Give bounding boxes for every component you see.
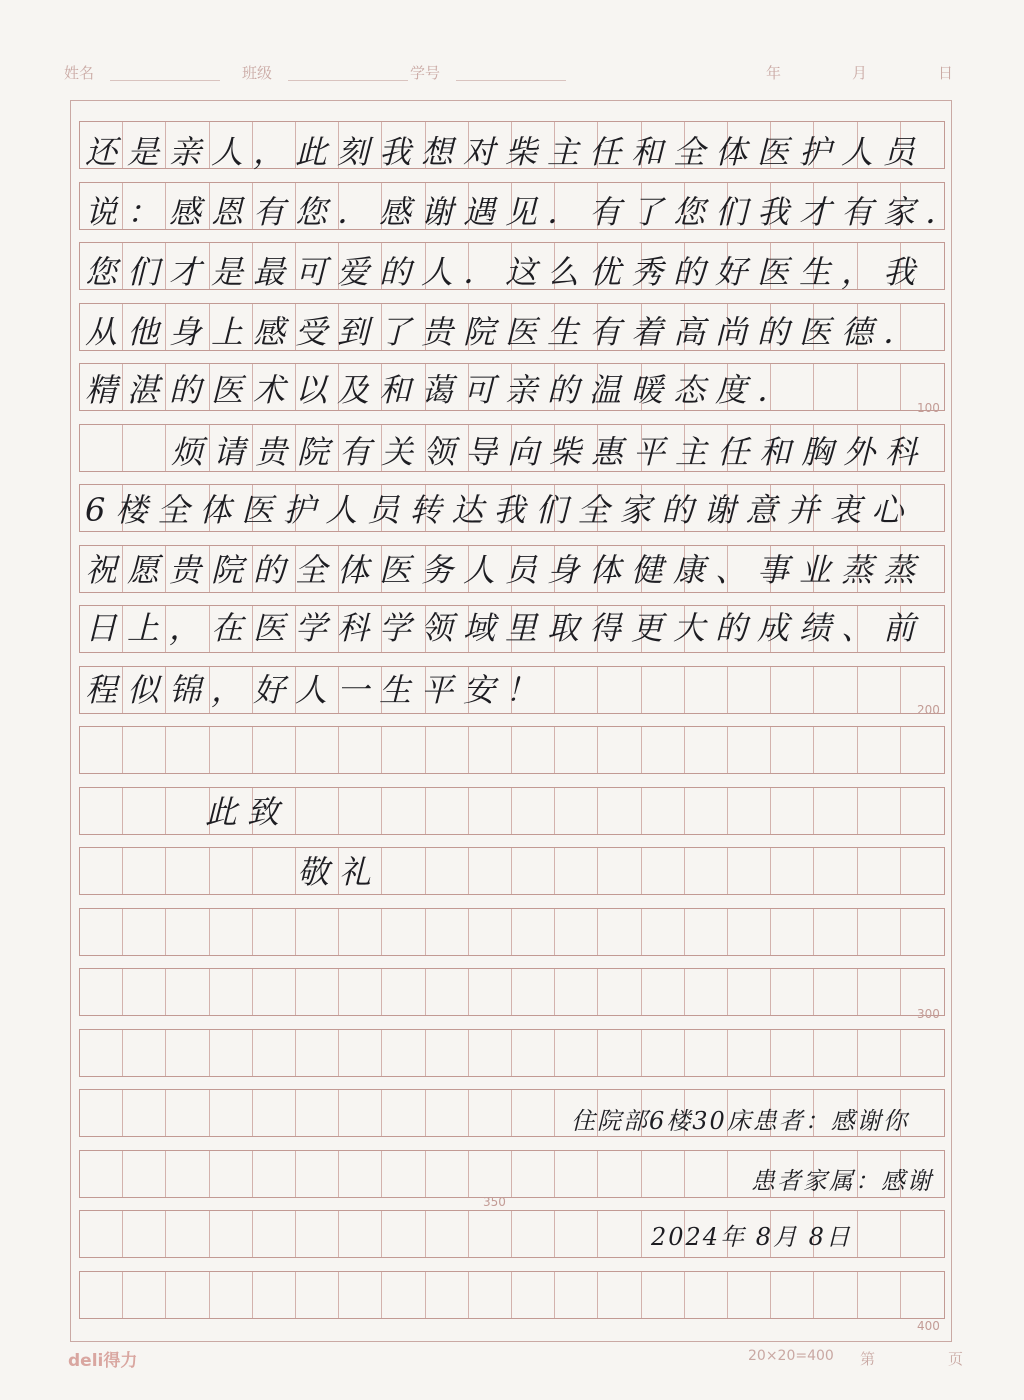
- grid-cell: [80, 1151, 123, 1197]
- grid-cell: [80, 909, 123, 955]
- grid-cell: [685, 1272, 728, 1318]
- grid-cell: [123, 1272, 166, 1318]
- grid-cell: [296, 1272, 339, 1318]
- count-marker-200: 200: [917, 703, 940, 717]
- grid-cell: [426, 1030, 469, 1076]
- grid-cell: [339, 1030, 382, 1076]
- grid-cell: [339, 1090, 382, 1136]
- grid-cell: [123, 969, 166, 1015]
- grid-cell: [598, 788, 641, 834]
- grid-cell: [512, 1030, 555, 1076]
- grid-cell: [685, 788, 728, 834]
- grid-cell: [426, 788, 469, 834]
- class-label: 班级: [242, 64, 273, 82]
- grid-cell: [728, 788, 771, 834]
- grid-cell: [166, 1030, 209, 1076]
- grid-cell: [555, 727, 598, 773]
- grid-cell: [642, 848, 685, 894]
- grid-cell: [123, 1090, 166, 1136]
- grid-cell: [814, 848, 857, 894]
- grid-cell: [901, 1272, 944, 1318]
- grid-cell: [123, 788, 166, 834]
- grid-cell: [166, 909, 209, 955]
- grid-cell: [469, 1030, 512, 1076]
- grid-cell: [210, 1211, 253, 1257]
- grid-cell: [210, 1090, 253, 1136]
- grid-cell: [858, 909, 901, 955]
- grid-cell: [685, 969, 728, 1015]
- letter-line-3: 您们才是最可爱的人．这么优秀的好医生，我: [85, 253, 926, 291]
- grid-cell: [123, 1151, 166, 1197]
- letter-line-2: 说：感恩有您．感谢遇见．有了您们我才有家．: [85, 193, 968, 231]
- year-label: 年: [766, 64, 782, 82]
- grid-cell: [555, 1211, 598, 1257]
- grid-cell: [814, 364, 857, 410]
- grid-cell: [339, 1272, 382, 1318]
- grid-cell: [166, 727, 209, 773]
- grid-cell: [210, 727, 253, 773]
- letter-line-6: 烦请贵院有关领导向柴惠平主任和胸外科: [171, 433, 928, 471]
- grid-cell: [685, 1151, 728, 1197]
- grid-cell: [685, 909, 728, 955]
- grid-cell: [771, 727, 814, 773]
- grid-cell: [728, 909, 771, 955]
- grid-cell: [253, 909, 296, 955]
- grid-cell: [728, 667, 771, 713]
- grid-cell: [253, 969, 296, 1015]
- grid-cell: [771, 848, 814, 894]
- grid-cell: [901, 1211, 944, 1257]
- grid-cell: [858, 364, 901, 410]
- signature-family: 患者家属：感谢: [751, 1167, 933, 1195]
- grid-cell: [469, 1090, 512, 1136]
- grid-cell: [555, 1151, 598, 1197]
- count-marker-300: 300: [917, 1007, 940, 1021]
- grid-cell: [382, 1030, 425, 1076]
- grid-cell: [685, 1030, 728, 1076]
- grid-row: [79, 968, 945, 1016]
- letter-line-8: 祝愿贵院的全体医务人员身体健康、事业蒸蒸: [85, 551, 926, 589]
- grid-cell: [685, 667, 728, 713]
- grid-cell: [80, 1090, 123, 1136]
- grid-cell: [253, 1211, 296, 1257]
- grid-row: [79, 847, 945, 895]
- grid-cell: [80, 788, 123, 834]
- grid-cell: [382, 727, 425, 773]
- closing-regards: 敬礼: [297, 853, 382, 891]
- grid-cell: [555, 667, 598, 713]
- grid-cell: [253, 1151, 296, 1197]
- grid-cell: [253, 1272, 296, 1318]
- grid-cell: [771, 667, 814, 713]
- grid-cell: [685, 727, 728, 773]
- grid-cell: [210, 1030, 253, 1076]
- grid-cell: [512, 848, 555, 894]
- brand-logo: deli得力: [68, 1351, 138, 1371]
- number-underline: [456, 80, 566, 81]
- grid-cell: [123, 727, 166, 773]
- grid-cell: [642, 1151, 685, 1197]
- grid-cell: [512, 788, 555, 834]
- grid-cell: [555, 788, 598, 834]
- grid-cell: [512, 1211, 555, 1257]
- grid-cell: [80, 969, 123, 1015]
- grid-cell: [296, 1090, 339, 1136]
- grid-cell: [382, 909, 425, 955]
- grid-cell: [598, 848, 641, 894]
- grid-cell: [210, 1272, 253, 1318]
- grid-cell: [296, 1030, 339, 1076]
- grid-cell: [469, 788, 512, 834]
- grid-cell: [901, 909, 944, 955]
- grid-cell: [555, 1030, 598, 1076]
- grid-spec: 20×20=400: [748, 1348, 834, 1364]
- grid-cell: [642, 667, 685, 713]
- grid-cell: [253, 1030, 296, 1076]
- manuscript-paper: [70, 100, 968, 1342]
- grid-cell: [166, 1151, 209, 1197]
- grid-cell: [123, 425, 166, 471]
- grid-cell: [166, 788, 209, 834]
- grid-cell: [555, 969, 598, 1015]
- grid-cell: [598, 1030, 641, 1076]
- grid-cell: [166, 1272, 209, 1318]
- grid-cell: [80, 425, 123, 471]
- grid-cell: [426, 969, 469, 1015]
- grid-cell: [253, 1090, 296, 1136]
- grid-cell: [598, 1151, 641, 1197]
- grid-cell: [512, 909, 555, 955]
- grid-cell: [80, 1211, 123, 1257]
- grid-cell: [642, 969, 685, 1015]
- grid-cell: [382, 1211, 425, 1257]
- grid-cell: [339, 788, 382, 834]
- grid-cell: [339, 1211, 382, 1257]
- grid-cell: [728, 1272, 771, 1318]
- grid-row: [79, 1271, 945, 1319]
- grid-cell: [426, 1272, 469, 1318]
- page-label-suffix: 页: [948, 1350, 964, 1368]
- grid-row: [79, 726, 945, 774]
- grid-cell: [814, 727, 857, 773]
- grid-cell: [771, 788, 814, 834]
- grid-cell: [210, 848, 253, 894]
- grid-cell: [253, 727, 296, 773]
- grid-cell: [512, 1272, 555, 1318]
- grid-cell: [858, 1030, 901, 1076]
- grid-cell: [555, 848, 598, 894]
- grid-cell: [426, 1090, 469, 1136]
- grid-cell: [296, 1211, 339, 1257]
- grid-cell: [858, 788, 901, 834]
- grid-cell: [728, 727, 771, 773]
- grid-cell: [80, 848, 123, 894]
- name-underline: [110, 80, 220, 81]
- paper-footer: [60, 1346, 970, 1376]
- grid-cell: [166, 969, 209, 1015]
- grid-cell: [858, 1211, 901, 1257]
- grid-cell: [80, 1030, 123, 1076]
- grid-cell: [382, 848, 425, 894]
- grid-cell: [642, 1272, 685, 1318]
- grid-cell: [814, 788, 857, 834]
- grid-cell: [771, 969, 814, 1015]
- grid-cell: [642, 788, 685, 834]
- count-marker-400: 400: [917, 1319, 940, 1333]
- grid-cell: [296, 727, 339, 773]
- name-label: 姓名: [64, 64, 95, 82]
- grid-cell: [426, 1151, 469, 1197]
- grid-cell: [296, 788, 339, 834]
- grid-cell: [123, 1211, 166, 1257]
- grid-cell: [210, 969, 253, 1015]
- grid-cell: [512, 1151, 555, 1197]
- grid-cell: [598, 969, 641, 1015]
- grid-cell: [469, 1211, 512, 1257]
- grid-cell: [642, 1030, 685, 1076]
- grid-cell: [598, 1272, 641, 1318]
- grid-cell: [598, 727, 641, 773]
- grid-cell: [253, 848, 296, 894]
- grid-cell: [642, 909, 685, 955]
- letter-line-1: 还是亲人，此刻我想对柴主任和全体医护人员: [85, 133, 926, 171]
- grid-cell: [382, 969, 425, 1015]
- grid-cell: [123, 909, 166, 955]
- letter-line-9: 日上，在医学科学领域里取得更大的成绩、前: [85, 609, 926, 647]
- grid-cell: [598, 909, 641, 955]
- letter-line-10: 程似锦，好人一生平安！: [85, 671, 548, 709]
- grid-cell: [771, 1272, 814, 1318]
- grid-cell: [901, 727, 944, 773]
- grid-cell: [858, 969, 901, 1015]
- grid-cell: [339, 727, 382, 773]
- grid-cell: [382, 1151, 425, 1197]
- grid-cell: [901, 1030, 944, 1076]
- grid-cell: [469, 848, 512, 894]
- grid-cell: [426, 727, 469, 773]
- grid-cell: [382, 788, 425, 834]
- grid-cell: [469, 727, 512, 773]
- grid-cell: [210, 1151, 253, 1197]
- grid-cell: [469, 909, 512, 955]
- grid-cell: [469, 969, 512, 1015]
- closing-salutation: 此致: [205, 793, 290, 831]
- grid-cell: [426, 848, 469, 894]
- grid-cell: [685, 848, 728, 894]
- grid-cell: [512, 969, 555, 1015]
- grid-cell: [814, 1030, 857, 1076]
- grid-cell: [642, 727, 685, 773]
- grid-cell: [123, 848, 166, 894]
- grid-cell: [814, 667, 857, 713]
- grid-cell: [210, 909, 253, 955]
- grid-cell: [858, 848, 901, 894]
- grid-cell: [166, 848, 209, 894]
- grid-cell: [814, 969, 857, 1015]
- count-marker-100: 100: [917, 401, 940, 415]
- letter-line-7: 6楼全体医护人员转达我们全家的谢意并衷心: [85, 491, 914, 529]
- count-marker-350: 350: [483, 1195, 506, 1209]
- letter-line-4: 从他身上感受到了贵院医生有着高尚的医德．: [85, 313, 926, 351]
- grid-cell: [814, 909, 857, 955]
- month-label: 月: [852, 64, 868, 82]
- grid-cell: [728, 848, 771, 894]
- grid-cell: [771, 1030, 814, 1076]
- paper-header: [60, 58, 960, 88]
- grid-cell: [512, 727, 555, 773]
- number-label: 学号: [410, 64, 441, 82]
- grid-cell: [382, 1272, 425, 1318]
- grid-cell: [296, 909, 339, 955]
- grid-cell: [728, 1030, 771, 1076]
- grid-cell: [858, 667, 901, 713]
- grid-cell: [382, 1090, 425, 1136]
- signature-date: 2024年 8月 8日: [651, 1223, 852, 1251]
- grid-cell: [771, 909, 814, 955]
- grid-cell: [858, 727, 901, 773]
- grid-cell: [123, 1030, 166, 1076]
- grid-cell: [901, 848, 944, 894]
- grid-cell: [555, 909, 598, 955]
- grid-cell: [80, 727, 123, 773]
- grid-cell: [858, 1272, 901, 1318]
- grid-cell: [728, 969, 771, 1015]
- grid-cell: [339, 909, 382, 955]
- day-label: 日: [938, 64, 954, 82]
- page-label-prefix: 第: [860, 1350, 876, 1368]
- grid-cell: [166, 1090, 209, 1136]
- grid-cell: [426, 1211, 469, 1257]
- grid-cell: [901, 788, 944, 834]
- grid-cell: [339, 1151, 382, 1197]
- grid-cell: [426, 909, 469, 955]
- grid-cell: [598, 667, 641, 713]
- class-underline: [288, 80, 408, 81]
- signature-patient: 住院部6楼30床患者：感谢你: [571, 1107, 909, 1135]
- letter-line-5: 精湛的医术以及和蔼可亲的温暖态度．: [85, 371, 800, 409]
- grid-cell: [555, 1272, 598, 1318]
- grid-row: [79, 908, 945, 956]
- grid-cell: [469, 1272, 512, 1318]
- grid-cell: [296, 1151, 339, 1197]
- grid-cell: [598, 1211, 641, 1257]
- grid-cell: [469, 1151, 512, 1197]
- grid-cell: [80, 1272, 123, 1318]
- grid-cell: [339, 969, 382, 1015]
- grid-cell: [166, 1211, 209, 1257]
- grid-cell: [296, 969, 339, 1015]
- grid-cell: [814, 1272, 857, 1318]
- grid-row: [79, 1029, 945, 1077]
- grid-cell: [512, 1090, 555, 1136]
